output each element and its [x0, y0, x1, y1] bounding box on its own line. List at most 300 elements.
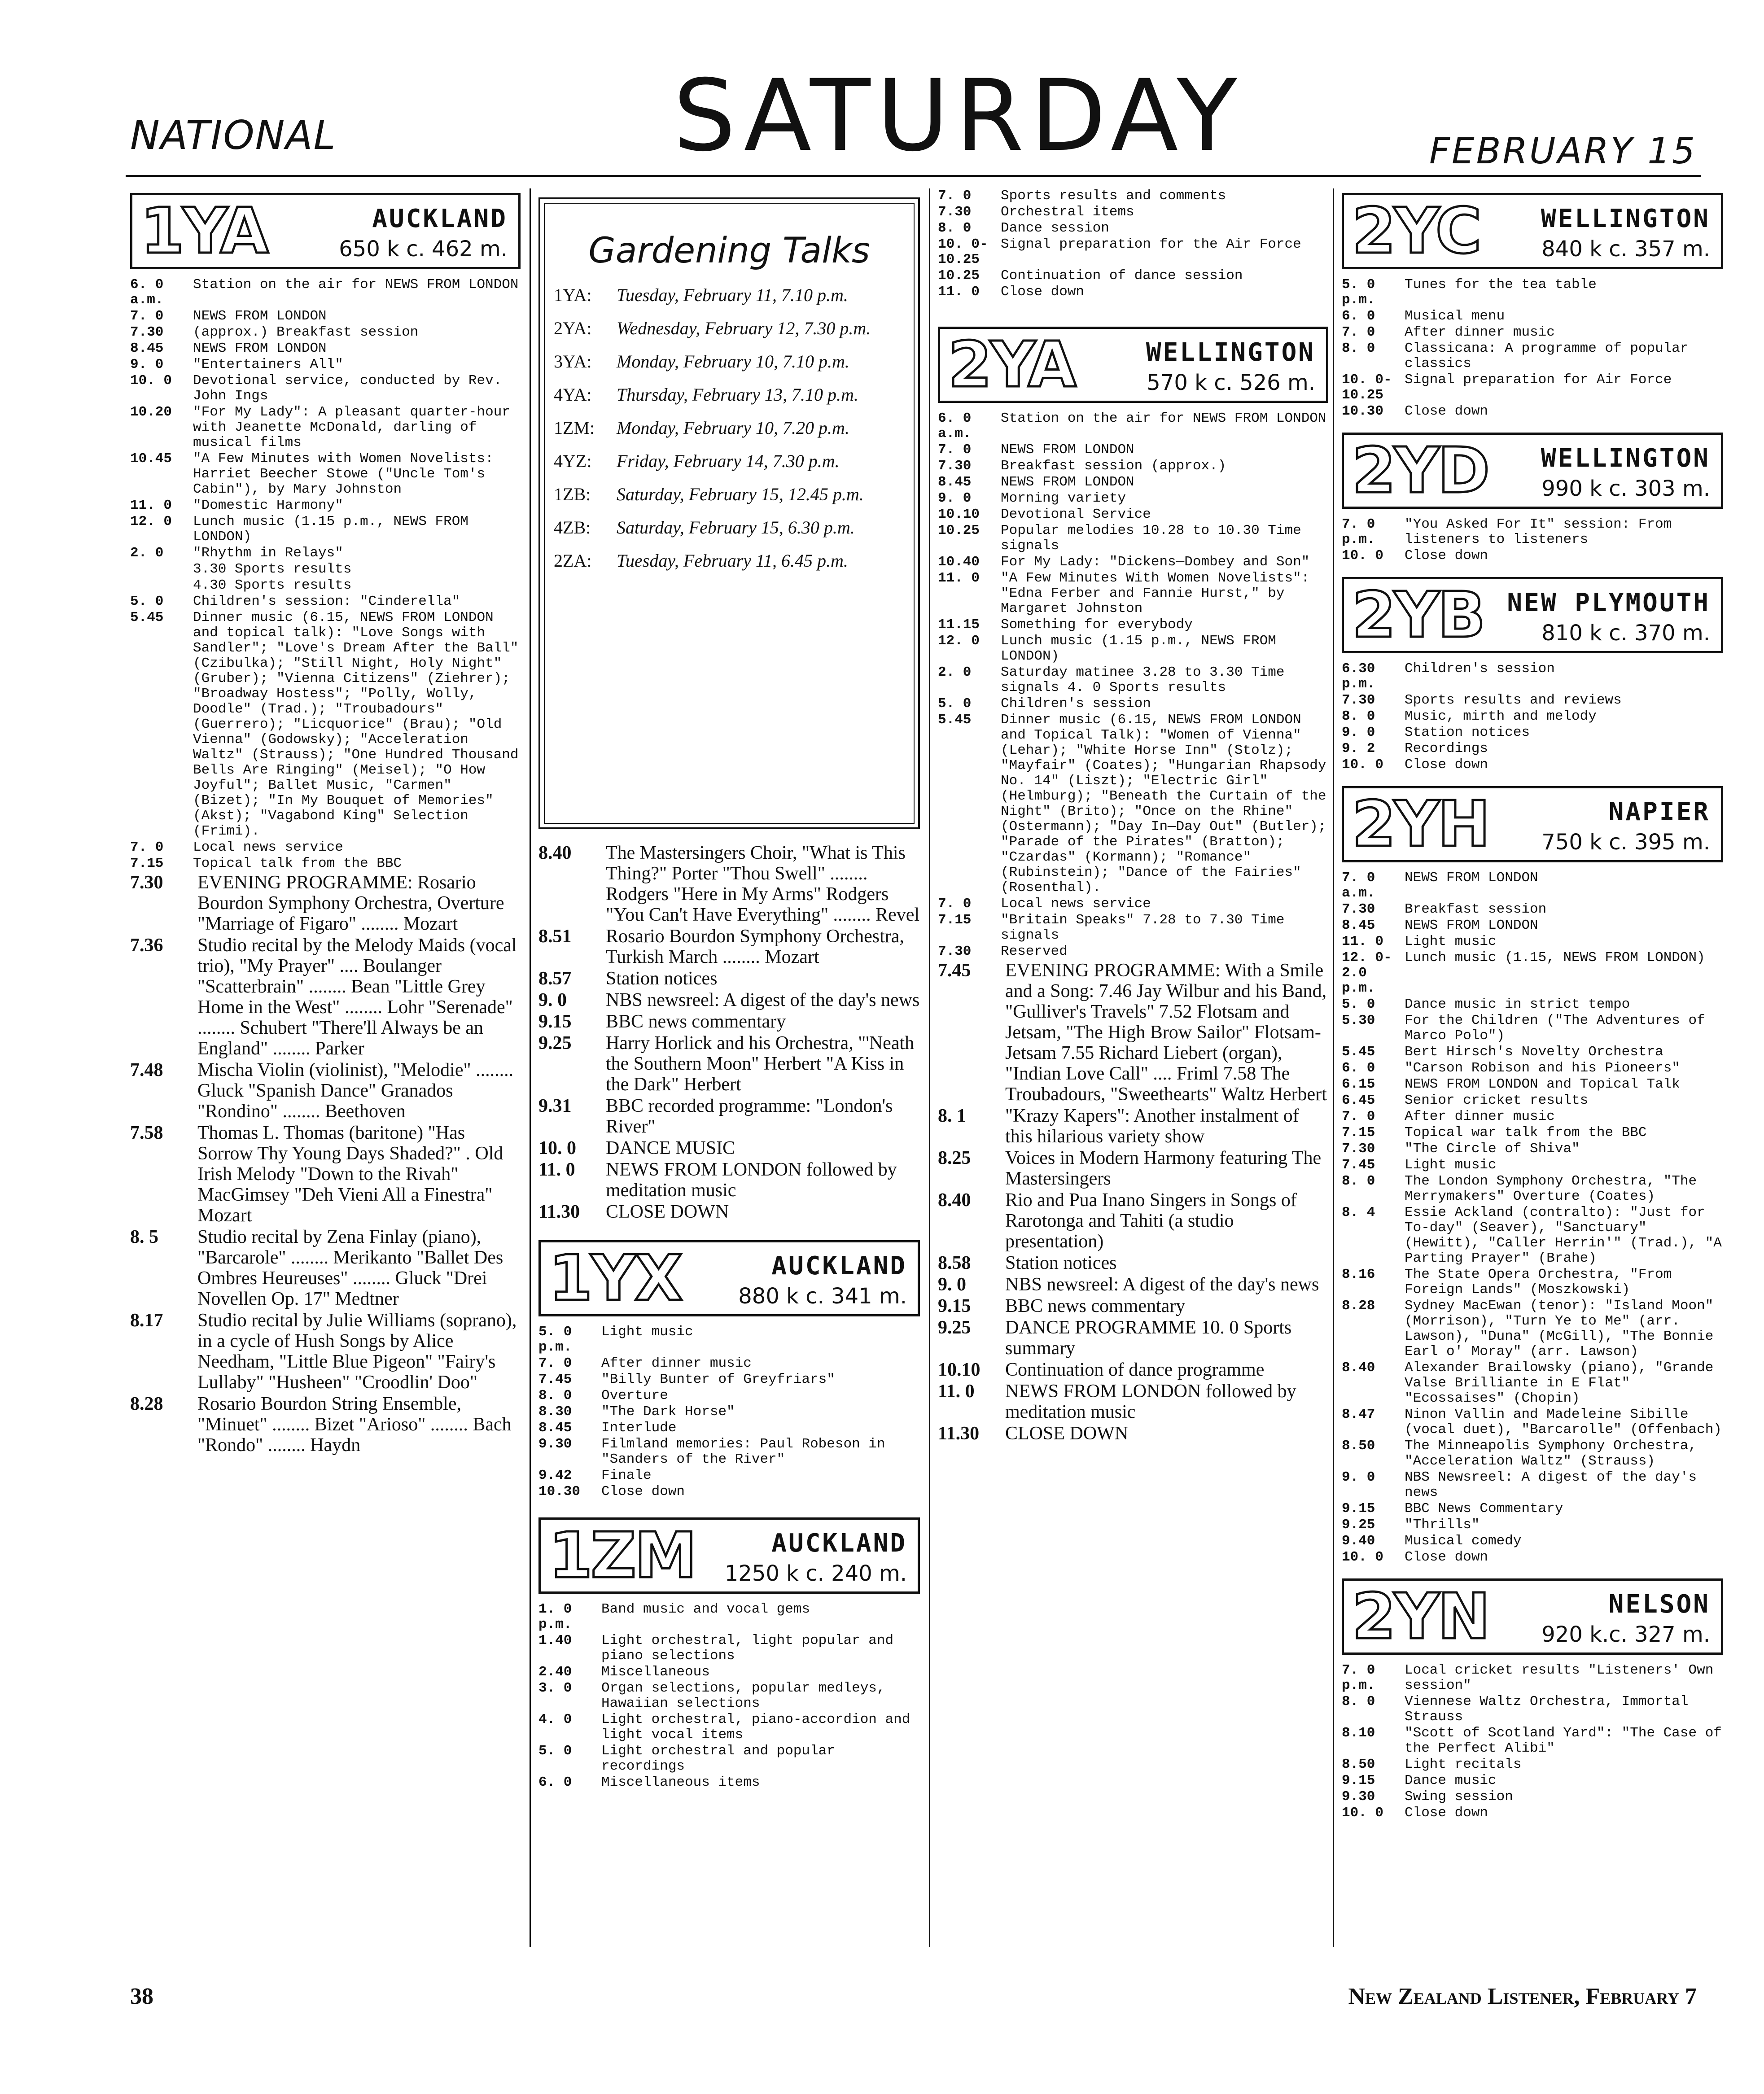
entry-description: "The Circle of Shiva" — [1405, 1141, 1580, 1157]
entry-description: "Entertainers All" — [193, 357, 343, 372]
schedule-entry — [1342, 1125, 1723, 1141]
schedule-entry — [538, 926, 920, 967]
entry-time: 7. 0 — [938, 188, 972, 204]
entry-time: 9.25 — [538, 1033, 572, 1054]
schedule-entry — [130, 578, 521, 593]
entry-description: Recordings — [1405, 741, 1488, 756]
entry-time: 7. 0 — [938, 896, 972, 912]
schedule-entry — [130, 341, 521, 356]
schedule-entry — [538, 1159, 920, 1201]
schedule-entry — [1342, 934, 1723, 949]
entry-time: 2.40 — [538, 1664, 572, 1680]
schedule-entry — [130, 872, 521, 934]
entry-description: 4.30 Sports results — [193, 577, 352, 593]
entry-time: 8.28 — [130, 1394, 163, 1414]
station-city: AUCKLAND — [372, 204, 508, 233]
entry-description: BBC News Commentary — [1405, 1501, 1563, 1517]
entry-description: Dinner music (6.15, NEWS FROM LONDON and topical talk): "Love Songs with Sandler"; "Love's Dream After the Ball" (Czibulka); "Still Night, Holy Night" (Gruber); "Vienna Citizens" (Ziehrer); "Broadway Hostess"; "Polly, Wolly, Doodle" (Trad.); "Troubadours" (Guerrero); "Licquorice" (Brau); "Old Vienna" (Godowsky); "Acceleration Waltz" (Strauss); "One Hundred Thousand Bells Are Ringing" (Meisel); "O How Joyful"; Ballet Music, "Carmen" (Bizet); "In My Bouquet of Memories" (Akst); "Vagabond King" Selection (Frimi). — [193, 610, 519, 839]
schedule-entry — [538, 1744, 920, 1774]
schedule-entry — [938, 1360, 1328, 1380]
schedule-entry — [1342, 1360, 1723, 1406]
schedule-entry — [538, 1356, 920, 1371]
entry-description: Something for everybody — [1001, 617, 1193, 633]
schedule-entry — [1342, 1438, 1723, 1469]
schedule-entry — [1342, 950, 1723, 996]
schedule-entry — [938, 459, 1328, 474]
entry-time: 7. 0 p.m. — [1342, 516, 1375, 547]
schedule-entry — [130, 277, 521, 308]
entry-description: "Domestic Harmony" — [193, 498, 343, 513]
schedule-entry — [1342, 517, 1723, 547]
station-frequency: 750 k c. 395 m. — [1541, 830, 1710, 855]
schedule-entry — [538, 1404, 920, 1420]
schedule-entry — [938, 1423, 1328, 1444]
gardening-time: Friday, February 14, 7.30 p.m. — [617, 451, 840, 471]
entry-description: Dance music — [1405, 1773, 1497, 1788]
station-box-1ya — [130, 193, 521, 269]
schedule-entry — [538, 1096, 920, 1137]
entry-description: Musical menu — [1405, 308, 1505, 324]
entry-time: 10. 0 — [1342, 1805, 1384, 1821]
schedule-entry — [938, 713, 1328, 896]
station-box-2ya — [938, 327, 1328, 403]
entry-description: Orchestral items — [1001, 204, 1134, 220]
entry-time: 7. 0 — [130, 839, 164, 855]
schedule-entry — [1342, 548, 1723, 564]
entry-time: 5. 0 — [1342, 997, 1375, 1012]
entry-description: Music, mirth and melody — [1405, 708, 1597, 724]
entry-time: 5.45 — [130, 610, 164, 625]
entry-description: Light orchestral, piano-accordion and light vocal items — [601, 1712, 910, 1743]
entry-description: NBS newsreel: A digest of the day's news — [606, 990, 920, 1010]
entry-time: 10. 0 — [130, 373, 172, 389]
entry-description: Topical war talk from the BBC — [1405, 1125, 1647, 1141]
entry-time: 2. 0 — [938, 664, 972, 680]
entry-description: Senior cricket results — [1405, 1093, 1589, 1108]
schedule-entry — [938, 1317, 1328, 1359]
schedule-entry — [938, 1274, 1328, 1295]
schedule-list-1yx — [538, 1325, 920, 1499]
station-city: NEW PLYMOUTH — [1507, 588, 1710, 617]
entry-description: BBC news commentary — [1005, 1296, 1186, 1316]
schedule-list-2yn — [1342, 1663, 1723, 1821]
entry-time: 9. 0 — [938, 1274, 966, 1295]
schedule-entry — [1342, 725, 1723, 740]
entry-time: 7.15 — [938, 912, 972, 928]
entry-description: Signal preparation for Air Force — [1405, 372, 1672, 388]
schedule-entry — [130, 935, 521, 1059]
schedule-entry — [1342, 1773, 1723, 1788]
entry-description: Lunch music (1.15 p.m., NEWS FROM LONDON) — [1001, 633, 1276, 664]
schedule-entry — [1342, 1517, 1723, 1533]
schedule-entry — [538, 1325, 920, 1355]
page-header-left: NATIONAL — [130, 112, 337, 158]
gardening-item — [554, 417, 905, 439]
schedule-entry — [938, 188, 1328, 204]
entry-time: 7.48 — [130, 1060, 163, 1080]
entry-description: "A Few Minutes with Women Novelists: Harriet Beecher Stowe ("Uncle Tom's Cabin"), by Mary Johnston — [193, 451, 494, 497]
entry-time: 7. 0 — [1342, 1109, 1375, 1124]
entry-time: 7. 0 — [130, 308, 164, 324]
entry-time: 8.45 — [1342, 918, 1375, 933]
entry-description: NEWS FROM LONDON — [193, 341, 327, 356]
schedule-entry — [538, 1388, 920, 1403]
entry-description: Topical talk from the BBC — [193, 856, 402, 871]
schedule-entry — [938, 1190, 1328, 1252]
schedule-entry — [130, 562, 521, 577]
entry-time: 1.40 — [538, 1633, 572, 1648]
station-call: 2YA — [948, 328, 1075, 402]
entry-time: 6. 0 — [538, 1775, 572, 1790]
schedule-entry — [130, 498, 521, 513]
schedule-entry — [1342, 341, 1723, 372]
schedule-entry — [1342, 1077, 1723, 1092]
schedule-entry — [938, 205, 1328, 220]
entry-description: "Scott of Scotland Yard": "The Case of the Perfect Alibi" — [1405, 1725, 1722, 1756]
entry-description: Lunch music (1.15 p.m., NEWS FROM LONDON) — [193, 514, 468, 545]
schedule-entry — [538, 1202, 920, 1222]
entry-description: Viennese Waltz Orchestra, Immortal Strauss — [1405, 1694, 1689, 1725]
entry-time: 1. 0 p.m. — [538, 1601, 572, 1632]
entry-time: 9.31 — [538, 1096, 572, 1116]
entry-description: 3.30 Sports results — [193, 561, 352, 577]
entry-description: Sports results and comments — [1001, 188, 1226, 204]
entry-description: Interlude — [601, 1420, 677, 1436]
entry-time: 10.30 — [1342, 403, 1384, 419]
schedule-list-1zm-cont — [938, 188, 1328, 300]
entry-description: Thomas L. Thomas (baritone) "Has Sorrow Thy Young Days Shaded?" . Old Irish Melody "Down to the Rivah" MacGimsey "Deh Vieni All a Finestra" Mozart — [197, 1123, 503, 1226]
schedule-entry — [1342, 1789, 1723, 1805]
station-city: WELLINGTON — [1541, 204, 1710, 233]
schedule-entry — [1342, 1109, 1723, 1124]
entry-description: Light music — [601, 1324, 693, 1340]
entry-time: 7.30 — [1342, 692, 1375, 708]
schedule-entry — [130, 1060, 521, 1122]
schedule-entry — [130, 610, 521, 839]
schedule-entry — [1342, 1550, 1723, 1565]
gardening-station: 4ZB: — [554, 517, 591, 538]
schedule-entry — [1342, 1158, 1723, 1173]
entry-time: 7. 0 p.m. — [1342, 1662, 1375, 1693]
entry-description: Close down — [601, 1484, 685, 1499]
entry-time: 11. 0 — [538, 1159, 575, 1180]
entry-time: 8. 4 — [1342, 1205, 1375, 1220]
entry-time: 6. 0 a.m. — [130, 277, 164, 308]
schedule-entry — [130, 514, 521, 545]
entry-description: Finale — [601, 1468, 652, 1483]
entry-time: 9. 0 — [538, 990, 567, 1010]
schedule-entry — [938, 555, 1328, 570]
station-call: 2YH — [1352, 788, 1488, 861]
schedule-entry — [938, 1253, 1328, 1273]
schedule-entry — [1342, 757, 1723, 773]
gardening-item — [554, 351, 905, 372]
schedule-entry — [938, 571, 1328, 616]
station-frequency: 880 k c. 341 m. — [738, 1284, 907, 1309]
schedule-entry — [538, 1421, 920, 1436]
schedule-list-2yc — [1342, 277, 1723, 419]
entry-description: For My Lady: "Dickens—Dombey and Son" — [1001, 554, 1310, 570]
publication-footer: New Zealand Listener, February 7 — [1348, 1984, 1697, 2009]
gardening-item — [554, 550, 905, 572]
schedule-entry — [938, 1381, 1328, 1422]
entry-description: DANCE MUSIC — [606, 1138, 735, 1158]
entry-description: Mischa Violin (violinist), "Melodie" ........ Gluck "Spanish Dance" Granados "Rondino" ........ Beethoven — [197, 1060, 514, 1122]
entry-description: NBS Newsreel: A digest of the day's news — [1405, 1469, 1697, 1500]
schedule-entry — [130, 840, 521, 855]
schedule-entry — [1342, 1805, 1723, 1821]
entry-description: Dance session — [1001, 220, 1109, 236]
station-box-2yd — [1342, 433, 1723, 509]
entry-description: Children's session — [1405, 661, 1555, 677]
entry-description: Morning variety — [1001, 490, 1126, 506]
entry-time: 8.45 — [130, 341, 164, 356]
schedule-entry — [538, 1602, 920, 1632]
column-divider — [530, 188, 531, 1947]
entry-time: 11.30 — [938, 1423, 980, 1444]
entry-time: 11.30 — [538, 1202, 580, 1222]
schedule-entry — [538, 1681, 920, 1711]
station-city: AUCKLAND — [771, 1251, 907, 1281]
gardening-station: 1YA: — [554, 285, 592, 305]
entry-description: Close down — [1405, 757, 1488, 773]
schedule-entry — [538, 843, 920, 925]
station-frequency: 840 k c. 357 m. — [1541, 236, 1710, 262]
entry-time: 9. 2 — [1342, 741, 1375, 756]
gardening-time: Tuesday, February 11, 6.45 p.m. — [617, 551, 848, 571]
entry-time: 9.30 — [1342, 1789, 1375, 1805]
entry-description: Devotional service, conducted by Rev. John Ings — [193, 373, 502, 404]
entry-time: 9. 0 — [938, 490, 972, 506]
gardening-item — [554, 484, 905, 505]
station-call: 1YX — [549, 1242, 681, 1315]
schedule-list-2yd — [1342, 517, 1723, 564]
entry-description: "Thrills" — [1405, 1517, 1480, 1533]
entry-time: 12. 0 — [938, 633, 980, 649]
entry-time: 5. 0 p.m. — [1342, 277, 1375, 308]
entry-description: Alexander Brailowsky (piano), "Grande Valse Brilliante in E Flat" "Ecossaises" (Chopin) — [1405, 1360, 1714, 1406]
entry-description: NEWS FROM LONDON — [193, 308, 327, 324]
entry-time: 9.40 — [1342, 1533, 1375, 1549]
entry-description: Classicana: A programme of popular classics — [1405, 341, 1689, 372]
schedule-entry — [1342, 918, 1723, 933]
page-header-day: SATURDAY — [673, 58, 1243, 173]
schedule-entry — [130, 594, 521, 609]
gardening-title: Gardening Talks — [588, 231, 870, 271]
entry-time: 5. 0 — [538, 1743, 572, 1759]
schedule-entry — [1342, 277, 1723, 308]
header-rule — [126, 175, 1701, 177]
entry-description: The London Symphony Orchestra, "The Merrymakers" Overture (Coates) — [1405, 1173, 1697, 1204]
schedule-entry — [130, 357, 521, 372]
schedule-entry — [1342, 325, 1723, 340]
entry-time: 9.15 — [938, 1296, 971, 1316]
entry-description: Light recitals — [1405, 1757, 1522, 1772]
entry-description: BBC recorded programme: "London's River" — [606, 1096, 893, 1137]
entry-time: 5.30 — [1342, 1013, 1375, 1028]
entry-time: 7.36 — [130, 935, 163, 956]
entry-time: 8.10 — [1342, 1725, 1375, 1741]
entry-description: Station notices — [1005, 1253, 1117, 1273]
entry-time: 7.15 — [1342, 1125, 1375, 1141]
entry-description: "Billy Bunter of Greyfriars" — [601, 1372, 835, 1387]
schedule-entry — [538, 1437, 920, 1467]
schedule-entry — [1342, 741, 1723, 756]
station-frequency: 920 k.c. 327 m. — [1541, 1622, 1710, 1647]
entry-description: Harry Horlick and his Orchestra, "'Neath the Southern Moon" Herbert "A Kiss in the Dark" Herbert — [606, 1033, 915, 1095]
entry-description: Local cricket results "Listeners' Own session" — [1405, 1662, 1714, 1693]
entry-time: 7.58 — [130, 1123, 163, 1143]
gardening-station: 1ZB: — [554, 484, 591, 504]
entry-description: Devotional Service — [1001, 507, 1151, 522]
schedule-entry — [938, 896, 1328, 912]
entry-time: 7.30 — [130, 324, 164, 340]
entry-time: 9.42 — [538, 1468, 572, 1483]
entry-time: 10. 0 — [1342, 548, 1384, 564]
entry-time: 11. 0 — [1342, 934, 1384, 949]
entry-description: Breakfast session — [1405, 901, 1547, 917]
entry-time: 9.30 — [538, 1436, 572, 1452]
entry-description: The State Opera Orchestra, "From Foreign Lands" (Moszkowski) — [1405, 1267, 1672, 1298]
schedule-entry — [1342, 1141, 1723, 1157]
schedule-entry — [938, 237, 1328, 267]
entry-time: 6.45 — [1342, 1093, 1375, 1108]
entry-time: 10.25 — [938, 523, 980, 538]
page-header-date: FEBRUARY 15 — [1429, 130, 1697, 172]
entry-description: Dinner music (6.15, NEWS FROM LONDON and Topical Talk): "Women of Vienna" (Lehar); "White Horse Inn" (Stolz); "Mayfair" (Coates); "Hungarian Rhapsody No. 14" (Liszt); "Electric Girl" (Helmburg); "Beneath the Curtain of the Night" (Brito); "Once on the Rhine" (Ostermann); "Day In—Day Out" (Butler); "Parade of the Pirates" (Bratton); "Czardas" (Kormann); "Romance" (Rubinstein); "Dance of the Fairies" (Rosenthal). — [1001, 712, 1326, 896]
entry-description: Popular melodies 10.28 to 10.30 Time signals — [1001, 523, 1301, 554]
gardening-station: 2ZA: — [554, 551, 592, 571]
entry-description: Close down — [1405, 403, 1488, 419]
entry-description: "You Asked For It" session: From listeners to listeners — [1405, 516, 1672, 547]
entry-description: Light music — [1405, 1157, 1497, 1173]
gardening-time: Wednesday, February 12, 7.30 p.m. — [617, 318, 871, 338]
entry-description: CLOSE DOWN — [606, 1202, 729, 1222]
station-frequency: 1250 k c. 240 m. — [724, 1561, 907, 1586]
entry-time: 7. 0 — [538, 1355, 572, 1371]
schedule-entry — [538, 1011, 920, 1032]
entry-description: Dance music in strict tempo — [1405, 997, 1630, 1012]
entry-description: Musical comedy — [1405, 1533, 1522, 1549]
schedule-entry — [130, 1310, 521, 1393]
schedule-entry — [938, 634, 1328, 664]
entry-description: Tunes for the tea table — [1405, 277, 1597, 293]
entry-description: Station on the air for NEWS FROM LONDON — [1001, 411, 1326, 426]
entry-time: 7.30 — [938, 458, 972, 474]
schedule-entry — [1342, 372, 1723, 403]
schedule-entry — [1342, 1501, 1723, 1517]
entry-time: 9.25 — [938, 1317, 971, 1338]
schedule-list-2yb — [1342, 661, 1723, 773]
schedule-entry — [938, 411, 1328, 442]
column-3 — [938, 188, 1328, 1947]
entry-time: 8.51 — [538, 926, 572, 947]
entry-time: 7.30 — [938, 944, 972, 959]
entry-time: 9.15 — [1342, 1501, 1375, 1517]
entry-time: 6.30 p.m. — [1342, 661, 1375, 692]
entry-time: 8.58 — [938, 1253, 971, 1273]
station-frequency: 570 k c. 526 m. — [1147, 370, 1315, 395]
entry-time: 8.25 — [938, 1148, 971, 1168]
schedule-entry — [1342, 404, 1723, 419]
schedule-entry — [130, 1123, 521, 1226]
entry-time: 7.30 — [130, 872, 163, 893]
entry-time: 7.45 — [938, 960, 971, 981]
entry-time: 10. 0-10.25 — [938, 236, 988, 267]
schedule-list-2yh — [1342, 870, 1723, 1565]
schedule-entry — [938, 268, 1328, 284]
entry-time: 11. 0 — [938, 1381, 975, 1402]
entry-description: After dinner music — [1405, 324, 1555, 340]
entry-time: 9. 0 — [1342, 1469, 1375, 1485]
schedule-entry — [130, 309, 521, 324]
entry-description: Saturday matinee 3.28 to 3.30 Time signals 4. 0 Sports results — [1001, 664, 1285, 695]
entry-time: 8. 0 — [938, 220, 972, 236]
entry-description: Filmland memories: Paul Robeson in "Sanders of the River" — [601, 1436, 885, 1467]
entry-description: "Britain Speaks" 7.28 to 7.30 Time signals — [1001, 912, 1285, 943]
entry-description: Light music — [1405, 934, 1497, 949]
entry-time — [130, 578, 193, 593]
schedule-entry — [538, 1775, 920, 1790]
entry-time: 6.15 — [1342, 1076, 1375, 1092]
schedule-entry — [538, 1372, 920, 1387]
station-box-1yx — [538, 1240, 920, 1316]
gardening-station: 4YA: — [554, 385, 592, 405]
entry-time: 11. 0 — [938, 570, 980, 586]
gardening-talks-box — [538, 197, 920, 829]
station-city: WELLINGTON — [1146, 338, 1315, 367]
entry-description: "Krazy Kapers": Another instalment of this hilarious variety show — [1005, 1106, 1299, 1147]
station-box-2yn — [1342, 1578, 1723, 1655]
entry-time: 10.10 — [938, 1360, 980, 1380]
entry-time: 8. 0 — [1342, 708, 1375, 724]
gardening-station: 1ZM: — [554, 418, 595, 438]
station-box-2yb — [1342, 577, 1723, 653]
schedule-entry — [938, 617, 1328, 633]
entry-time: 7.45 — [1342, 1157, 1375, 1173]
entry-description: Voices in Modern Harmony featuring The Mastersingers — [1005, 1148, 1322, 1189]
schedule-entry — [938, 1106, 1328, 1147]
schedule-entry — [130, 325, 521, 340]
entry-time: 8.50 — [1342, 1438, 1375, 1454]
entry-time: 10. 0 — [538, 1138, 576, 1158]
schedule-list-2ya-evening — [938, 960, 1328, 1444]
entry-time: 7.30 — [1342, 1141, 1375, 1157]
entry-description: Lunch music (1.15, NEWS FROM LONDON) — [1405, 950, 1705, 966]
schedule-entry — [538, 968, 920, 989]
schedule-entry — [938, 507, 1328, 522]
entry-time: 8.28 — [1342, 1298, 1375, 1314]
schedule-entry — [130, 546, 521, 561]
entry-time: 7.15 — [130, 856, 164, 871]
schedule-entry — [538, 1138, 920, 1158]
schedule-entry — [1342, 1470, 1723, 1500]
entry-description: EVENING PROGRAMME: With a Smile and a Song: 7.46 Jay Wilbur and his Band, "Gulliver's Travels" 7.52 Flotsam and Jetsam, "The High Brow Sailor" Flotsam-Jetsam 7.55 Richard Liebert (organ), "Indian Love Call" .... Friml 7.58 The Troubadours, "Sweethearts" Waltz Herbert — [1005, 960, 1327, 1105]
gardening-item — [554, 450, 905, 472]
schedule-entry — [538, 1633, 920, 1664]
page-number: 38 — [130, 1984, 153, 2009]
entry-time: 7.30 — [1342, 901, 1375, 917]
schedule-entry — [130, 405, 521, 450]
entry-time — [130, 562, 193, 577]
gardening-station: 3YA: — [554, 351, 592, 372]
gardening-list — [554, 284, 905, 572]
entry-time: 10.45 — [130, 451, 172, 467]
entry-time: 8.57 — [538, 968, 572, 989]
station-call: 2YC — [1352, 195, 1480, 268]
entry-time: 6. 0 — [1342, 308, 1375, 324]
entry-time: 5. 0 — [938, 696, 972, 712]
